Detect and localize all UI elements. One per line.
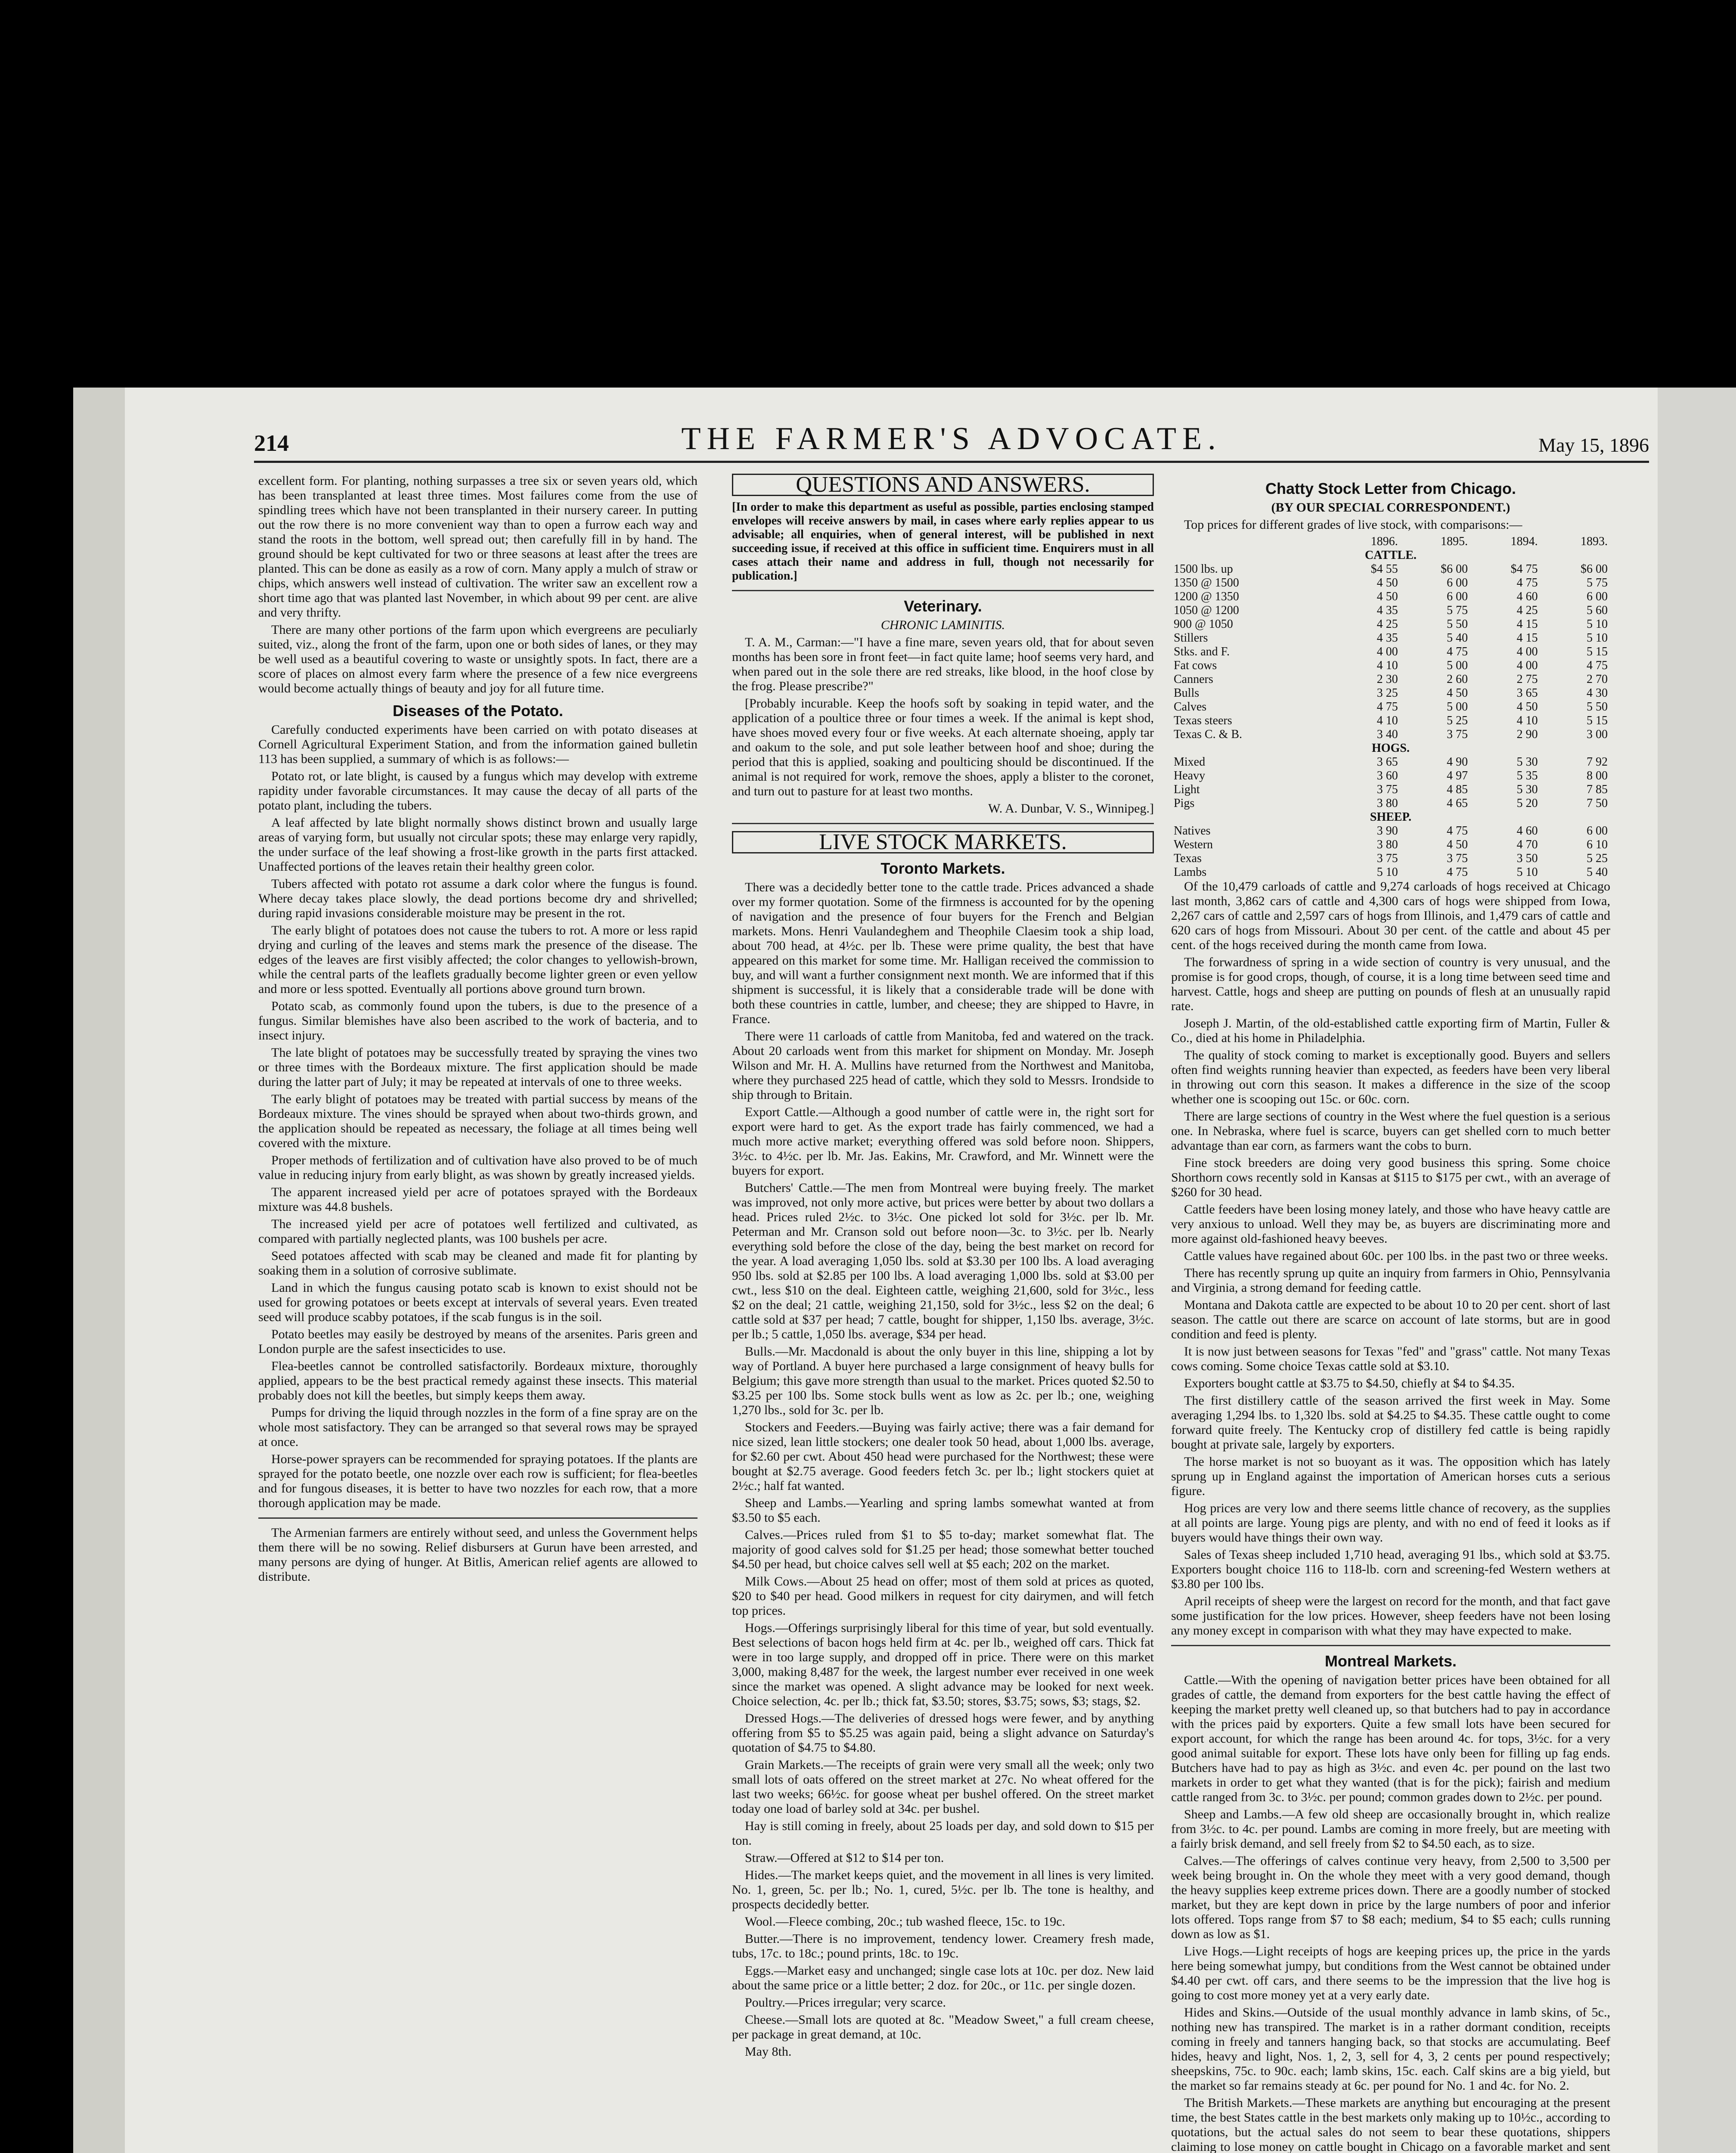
table-cell: 3 75 bbox=[1447, 728, 1468, 741]
article-text: Fine stock breeders are doing very good business this spring. Some choice Shorthorn cows recently sold in Kansas at $115 to $175 per cwt., with an average of $260 for 30 head. bbox=[1171, 1156, 1610, 1199]
divider bbox=[258, 1517, 698, 1519]
article-text: Of the 10,479 carloads of cattle and 9,274 carloads of hogs received at Chicago last month, 3,862 cars of cattle and 4,300 cars of hogs were shipped from Iowa, 2,267 cars of cattle and 2,597 cars of hogs from Illinois, and 1,479 cars of cattle and 620 cars of hogs from Missouri. About 30 per cent. of the cattle and about 45 per cent. of the hogs received during the month came from Iowa. bbox=[1171, 879, 1610, 952]
article-text: Hay is still coming in freely, about 25 loads per day, and sold down to $15 per ton. bbox=[732, 1819, 1154, 1848]
section-subheading: CHRONIC LAMINITIS. bbox=[880, 618, 1005, 632]
table-row bbox=[1171, 700, 1610, 714]
table-row-label: Texas bbox=[1174, 852, 1202, 865]
section-heading: Toronto Markets. bbox=[880, 859, 1005, 877]
table-row bbox=[1171, 686, 1610, 700]
table-section-row bbox=[1171, 741, 1610, 755]
table-cell: 7 85 bbox=[1587, 783, 1608, 796]
table-cell: 3 00 bbox=[1587, 728, 1608, 741]
article-text: Sheep and Lambs.—Yearling and spring lambs somewhat wanted at from $3.50 to $5 each. bbox=[732, 1496, 1154, 1525]
qa-heading: QUESTIONS AND ANSWERS. bbox=[732, 474, 1154, 496]
table-row-label: Natives bbox=[1174, 824, 1211, 838]
table-cell: 3 80 bbox=[1376, 797, 1398, 810]
table-cell: 3 25 bbox=[1376, 686, 1398, 700]
article-text: Live Hogs.—Light receipts of hogs are keeping prices up, the price in the yards here being somewhat jumpy, but conditions from the West cannot be obtained under $4.40 per cwt. off cars, and there seems to be the impression that the live hog is going to cost more money yet at a very early date. bbox=[1171, 1944, 1610, 2002]
table-row-label: 900 @ 1050 bbox=[1174, 617, 1233, 631]
table-cell: 4 75 bbox=[1516, 576, 1538, 589]
article-text: Sales of Texas sheep included 1,710 head, averaging 91 lbs., which sold at $3.75. Exporters bought choice 116 to 118-lb. corn and screening-fed Western wethers at $3.80 per 100 lbs. bbox=[1171, 1548, 1610, 1591]
table-cell: 6 00 bbox=[1447, 576, 1468, 589]
table-cell: 5 25 bbox=[1587, 852, 1608, 865]
section-heading: Montreal Markets. bbox=[1324, 1652, 1457, 1670]
table-cell: 5 00 bbox=[1447, 659, 1468, 672]
article-text: Exporters bought cattle at $3.75 to $4.50, chiefly at $4 to $4.35. bbox=[1184, 1376, 1515, 1390]
article-text: Calves.—Prices ruled from $1 to $5 to-day; market somewhat flat. The majority of good calves sold for $1.25 per head; those somewhat better touched $4.50 per head, but choice calves sell well at $5 each; 202 on the market. bbox=[732, 1528, 1154, 1571]
table-cell: 3 65 bbox=[1516, 686, 1538, 700]
article-text: Seed potatoes affected with scab may be cleaned and made fit for planting by soaking them in a solution of corrosive sublimate. bbox=[258, 1249, 698, 1278]
divider bbox=[732, 590, 1154, 591]
divider bbox=[732, 823, 1154, 824]
table-cell: 5 20 bbox=[1516, 797, 1538, 810]
table-cell: 3 65 bbox=[1376, 755, 1398, 769]
article-text: The first distillery cattle of the season arrived the first week in May. Some averaging 1,294 lbs. to 1,320 lbs. sold at $4.25 to $4.35. These cattle ought to come forward quite freely. The Kentucky crop of distillery fed cattle is being rapidly bought at private sale, largely by exporters. bbox=[1171, 1393, 1610, 1452]
table-section-label: HOGS. bbox=[1372, 741, 1410, 755]
table-cell: 4 75 bbox=[1447, 866, 1468, 879]
table-header-cell bbox=[1171, 535, 1330, 549]
article-dateline: May 8th. bbox=[745, 2044, 792, 2059]
table-row bbox=[1171, 617, 1610, 631]
table-row-label: 1500 lbs. up bbox=[1174, 562, 1233, 576]
table-cell: 4 75 bbox=[1447, 645, 1468, 658]
table-header-cell: 1895. bbox=[1441, 535, 1468, 548]
section-heading: Chatty Stock Letter from Chicago. bbox=[1265, 480, 1516, 497]
book-binding-edge bbox=[73, 388, 125, 2153]
article-text: Cheese.—Small lots are quoted at 8c. "Meadow Sweet," a full cream cheese, per package in great demand, at 10c. bbox=[732, 2013, 1154, 2041]
article-text: The horse market is not so buoyant as it was. The opposition which has lately sprung up in England against the importation of American horses cuts a serious figure. bbox=[1171, 1455, 1610, 1498]
article-text: Hogs.—Offerings surprisingly liberal for this time of year, but sold eventually. Best selections of bacon hogs held firm at 4c. per lb., weighed off cars. Thick fat were in too large supply, and dropped off in price. There were on this market 3,000, making 8,487 for the week, the largest number ever received in one week since the market was opened. A slight advance may be looked for next week. Choice selection, 4c. per lb.; thick fat, $3.50; stores, $3.75; sows, $3; stags, $2. bbox=[732, 1621, 1154, 1708]
table-cell: 4 25 bbox=[1516, 604, 1538, 617]
table-section-label: SHEEP. bbox=[1370, 810, 1412, 824]
article-text: Export Cattle.—Although a good number of cattle were in, the right sort for export were hard to get. As the export trade has fairly commenced, we had a much more active market; everything offered was sold before noon. Shippers, 3½c. to 4½c. per lb. Mr. Jas. Eakins, Mr. Crawford, and Mr. Winnett were the buyers for export. bbox=[732, 1105, 1154, 1178]
page-number: 214 bbox=[254, 430, 289, 456]
table-row-label: Calves bbox=[1174, 700, 1207, 714]
table-row bbox=[1171, 631, 1610, 645]
table-cell: 8 00 bbox=[1587, 769, 1608, 782]
article-text: [Probably incurable. Keep the hoofs soft by soaking in tepid water, and the application of a poultice three or four times a week. If the animal is kept shod, have shoes moved every four or five weeks. At each alternate shoeing, apply tar and oakum to the sole, and put sole leather between hoof and shoe; during the period that this is applied, soaking and poulticing should be discontinued. If the animal is not required for work, remove the shoes, apply a blister to the coronet, and turn out to pasture for at least two months. bbox=[732, 696, 1154, 798]
article-text: excellent form. For planting, nothing surpasses a tree six or seven years old, which has been transplanted at least three times. Most failures come from the use of spindling trees which have not been transplanted in their nursery career. In putting out the row there is no more convenient way than to open a furrow each way and stand the roots in the bottom, well spread out; then carefully fill in by hand. The ground should be kept cultivated for two or three seasons at least after the trees are planted. This can be done as easily as a row of corn. Many apply a mulch of straw or chips, which answers well instead of cultivation. The writer saw an excellent row a short time ago that was planted last November, in which about 99 per cent. are alive and very thrifty. bbox=[258, 474, 698, 620]
table-row bbox=[1171, 755, 1610, 769]
table-row bbox=[1171, 590, 1610, 604]
table-header-row bbox=[1171, 535, 1610, 549]
table-row-label: 1050 @ 1200 bbox=[1174, 604, 1239, 617]
table-cell: 4 10 bbox=[1376, 659, 1398, 672]
column-2 bbox=[732, 474, 1154, 2153]
article-text: Land in which the fungus causing potato scab is known to exist should not be used for growing potatoes or beets except at intervals of several years. Even treated seed will produce scabby potatoes, if the scab fungus is in the soil. bbox=[258, 1281, 698, 1324]
article-text: The early blight of potatoes does not cause the tubers to rot. A more or less rapid drying and curling of the leaves and stems mark the presence of the disease. The edges of the leaves are first visibly affected; the color changes to yellowish-brown, while the central parts of the leaflets gradually become lighter green or even yellow and more or less spotted. Eventually all portions above ground turn brown. bbox=[258, 923, 698, 996]
article-text: The quality of stock coming to market is exceptionally good. Buyers and sellers often find weights running heavier than expected, as feeders have been very liberal in throwing out corn this season. It makes a difference in the size of the scoop whether one is scooping out 15c. or 60c. corn. bbox=[1171, 1048, 1610, 1106]
price-table-body bbox=[1171, 549, 1610, 879]
table-row bbox=[1171, 852, 1610, 866]
table-cell: 4 10 bbox=[1376, 714, 1398, 727]
article-text: There has recently sprung up quite an inquiry from farmers in Ohio, Pennsylvania and Virginia, a strong demand for feeding cattle. bbox=[1171, 1266, 1610, 1295]
table-cell: 3 80 bbox=[1376, 838, 1398, 851]
article-text: There are many other portions of the farm upon which evergreens are peculiarly suited, viz., along the front of the farm, upon one or both sides of lanes, or they may be well used as a beautiful covering to waste or unsightly spots. In fact, there are a score of places on almost every farm where the presence of a few nice evergreens would become actually things of beauty and joy for all future time. bbox=[258, 623, 698, 695]
article-text: Dressed Hogs.—The deliveries of dressed hogs were fewer, and by anything offering from $5 to $5.25 was again paid, being a slight advance on Saturday's quotation of $4.75 to $4.80. bbox=[732, 1711, 1154, 1755]
table-row bbox=[1171, 866, 1610, 879]
article-text: Montana and Dakota cattle are expected to be about 10 to 20 per cent. short of last season. The cattle out there are scarce on account of late storms, but are in good condition and feed is plenty. bbox=[1171, 1298, 1610, 1341]
table-cell: 5 40 bbox=[1447, 631, 1468, 645]
table-row-label: Canners bbox=[1174, 673, 1213, 686]
table-cell: 5 10 bbox=[1516, 866, 1538, 879]
column-1 bbox=[258, 474, 698, 2153]
article-text: Pumps for driving the liquid through nozzles in the form of a fine spray are on the whole most satisfactory. They can be arranged so that several rows may be sprayed at once. bbox=[258, 1405, 698, 1449]
article-text: A leaf affected by late blight normally shows distinct brown and usually large areas of varying form, but usually not circular spots; these may enlarge very rapidly, the under surface of the leaf showing a frost-like growth in the parts first attacked. Unaffected portions of the leaves retain their healthy green color. bbox=[258, 816, 698, 874]
table-row bbox=[1171, 604, 1610, 617]
table-row-label: Light bbox=[1174, 783, 1200, 796]
table-row-label: 1200 @ 1350 bbox=[1174, 590, 1239, 603]
table-cell: 3 40 bbox=[1376, 728, 1398, 741]
table-cell: $6 00 bbox=[1441, 562, 1468, 576]
article-heading: Diseases of the Potato. bbox=[392, 702, 564, 720]
table-row-label: Stillers bbox=[1174, 631, 1208, 645]
issue-date: May 15, 1896 bbox=[1538, 434, 1649, 456]
table-cell: 4 50 bbox=[1516, 700, 1538, 714]
table-cell: 5 00 bbox=[1447, 700, 1468, 714]
table-row bbox=[1171, 783, 1610, 797]
table-header-cell: 1894. bbox=[1510, 535, 1538, 548]
table-cell: 4 50 bbox=[1376, 576, 1398, 589]
table-row-label: Mixed bbox=[1174, 755, 1206, 769]
table-cell: 5 10 bbox=[1587, 617, 1608, 631]
table-cell: $4 75 bbox=[1510, 562, 1538, 576]
table-cell: 5 10 bbox=[1376, 866, 1398, 879]
article-text: Tubers affected with potato rot assume a dark color where the fungus is found. Where decay takes place slowly, the dead portions become dry and shrivelled; during rapid invasions considerable moisture may be present in the rot. bbox=[258, 877, 698, 920]
table-cell: 6 10 bbox=[1587, 838, 1608, 851]
article-text: Stockers and Feeders.—Buying was fairly active; there was a fair demand for nice sized, lean little stockers; one dealer took 50 head, about 1,000 lbs. average, for $2.60 per cwt. About 450 head were purchased for the Northwest; these were bought at $2.75 average. Good feeders fetch 3c. per lb.; light stockers quiet at 2½c.; half fat wanted. bbox=[732, 1420, 1154, 1493]
table-cell: 4 15 bbox=[1516, 631, 1538, 645]
article-text: The forwardness of spring in a wide section of country is very unusual, and the promise is for good crops, though, of course, it is a long time between seed time and harvest. Cattle, hogs and sheep are putting on pounds of flesh at an unusually rapid rate. bbox=[1171, 955, 1610, 1013]
table-cell: 6 00 bbox=[1587, 590, 1608, 603]
table-cell: 3 75 bbox=[1376, 852, 1398, 865]
article-text: Butchers' Cattle.—The men from Montreal were buying freely. The market was improved, not only more active, but prices were better by about two dollars a head. Prices ruled 2½c. to 3½c. One picked lot sold for 3½c. per lb. Mr. Peterman and Mr. Cranson sold out before noon—3c. to 3½c. per lb. Nearly everything sold before the close of the day, being the best market on record for the year. A load averaging 1,050 lbs. sold at $3.30 per 100 lbs. A load averaging 950 lbs. sold at $2.85 per 100 lbs. A load averaging 1,000 lbs. sold at $3.00 per cwt., less $10 on the deal. Eighteen cattle, weighing 21,600, sold for 3½c., less $2 on the deal; 21 cattle, weighing 21,150, sold for 3½c., less $2 on the deal; 6 cattle sold at $37 per head; 7 cattle, bought for shipper, 1,150 lbs. average, 3½c. per lb.; 5 cattle, 1,050 lbs. average, $34 per head. bbox=[732, 1181, 1154, 1341]
table-cell: 4 97 bbox=[1447, 769, 1468, 782]
table-row bbox=[1171, 659, 1610, 673]
table-cell: 4 00 bbox=[1376, 645, 1398, 658]
article-text: The late blight of potatoes may be successfully treated by spraying the vines two or three times with the Bordeaux mixture. The first application should be made during the latter part of July; it may be repeated at intervals of one to three weeks. bbox=[258, 1045, 698, 1089]
article-text: Proper methods of fertilization and of cultivation have also proved to be of much value in reducing injury from early blight, as was shown by greatly increased yields. bbox=[258, 1153, 698, 1182]
table-row bbox=[1171, 645, 1610, 659]
page-header bbox=[254, 413, 1649, 463]
article-text: Hog prices are very low and there seems little chance of recovery, as the supplies at all points are large. Young pigs are plenty, and with no end of feed it looks as if buyers would have things their own way. bbox=[1171, 1501, 1610, 1545]
table-row bbox=[1171, 673, 1610, 686]
article-text: Potato rot, or late blight, is caused by a fungus which may develop with extreme rapidity under favorable circumstances. It may cause the decay of all parts of the potato plant, including the tubers. bbox=[258, 769, 698, 813]
signature: W. A. Dunbar, V. S., Winnipeg.] bbox=[988, 801, 1154, 816]
article-text: Straw.—Offered at $12 to $14 per ton. bbox=[745, 1851, 944, 1865]
table-cell: 2 70 bbox=[1587, 673, 1608, 686]
table-row-label: Texas steers bbox=[1174, 714, 1232, 727]
table-cell: 7 50 bbox=[1587, 797, 1608, 810]
table-cell: 4 00 bbox=[1516, 659, 1538, 672]
article-text: Wool.—Fleece combing, 20c.; tub washed fleece, 15c. to 19c. bbox=[745, 1914, 1066, 1929]
table-cell: 5 50 bbox=[1587, 700, 1608, 714]
table-row-label: Pigs bbox=[1174, 797, 1195, 810]
article-text: T. A. M., Carman:—"I have a fine mare, seven years old, that for about seven months has been sore in front feet—in fact quite lame; hoof seems very hard, and when pared out in the sole there are red streaks, like blood, in the hoof close by the frog. Please prescribe?" bbox=[732, 635, 1154, 693]
table-cell: 4 50 bbox=[1447, 838, 1468, 851]
table-cell: 5 15 bbox=[1587, 714, 1608, 727]
table-cell: 4 15 bbox=[1516, 617, 1538, 631]
table-cell: 5 40 bbox=[1587, 866, 1608, 879]
table-cell: 4 75 bbox=[1376, 700, 1398, 714]
table-row bbox=[1171, 728, 1610, 741]
article-text: Eggs.—Market easy and unchanged; single case lots at 10c. per doz. New laid about the same price or a little better; 2 doz. for 20c., or 11c. per single dozen. bbox=[732, 1964, 1154, 1992]
article-text: The Armenian farmers are entirely without seed, and unless the Government helps them there will be no sowing. Relief disbursers at Gurun have been arrested, and many persons are dying of hunger. At Bitlis, American relief agents are allowed to distribute. bbox=[258, 1526, 698, 1584]
article-text: Cattle values have regained about 60c. per 100 lbs. in the past two or three weeks. bbox=[1184, 1249, 1608, 1263]
table-cell: 4 10 bbox=[1516, 714, 1538, 727]
table-cell: 5 10 bbox=[1587, 631, 1608, 645]
article-text: Hides.—The market keeps quiet, and the movement in all lines is very limited. No. 1, green, 5c. per lb.; No. 1, cured, 5½c. per lb. The tone is healthy, and prospects decidedly better. bbox=[732, 1868, 1154, 1911]
table-cell: 7 92 bbox=[1587, 755, 1608, 769]
table-row-label: Bulls bbox=[1174, 686, 1200, 700]
facing-page-edge bbox=[1658, 388, 1736, 2153]
livestock-heading: LIVE STOCK MARKETS. bbox=[732, 831, 1154, 853]
table-section-row bbox=[1171, 810, 1610, 824]
article-text: The increased yield per acre of potatoes well fertilized and cultivated, as compared with partially neglected plants, was 100 bushels per acre. bbox=[258, 1217, 698, 1246]
table-cell: $6 00 bbox=[1581, 562, 1608, 576]
table-row bbox=[1171, 714, 1610, 728]
table-cell: 3 60 bbox=[1376, 769, 1398, 782]
table-cell: 5 30 bbox=[1516, 755, 1538, 769]
table-cell: 5 30 bbox=[1516, 783, 1538, 796]
table-cell: 4 85 bbox=[1447, 783, 1468, 796]
article-text: Cattle.—With the opening of navigation better prices have been obtained for all grades of cattle, the demand from exporters for the best cattle having the effect of keeping the market pretty well cleaned up, so that butchers had to pay in accordance with the prices paid by exporters. Quite a few small lots have been secured for export account, for which the range has been around 4c. for tops, 3½c. for a very good animal suitable for export. These lots have only been for filling up fag ends. Butchers have had to pay as high as 3½c. and even 4c. per pound on the last two markets in order to get what they wanted (that is for the pick); fairish and medium cattle ranged from 3c. to 3½c. per pound; common grades down to 2½c. per pound. bbox=[1171, 1673, 1610, 1804]
table-row-label: Stks. and F. bbox=[1174, 645, 1230, 658]
qa-editor-note: [In order to make this department as useful as possible, parties enclosing stamped envelopes will receive answers by mail, in cases where early replies appear to us advisable; all enquiries, when of general interest, will be published in next succeeding issue, if received at this office in sufficient time. Enquirers must in all cases attach their name and address in full, though not necessarily for publication.] bbox=[732, 500, 1154, 583]
article-text: Sheep and Lambs.—A few old sheep are occasionally brought in, which realize from 3½c. to 4c. per pound. Lambs are coming in more freely, but are meeting with a fairly brisk demand, and sell freely from $2 to $4.50 each, as to size. bbox=[1171, 1807, 1610, 1851]
article-text: Butter.—There is no improvement, tendency lower. Creamery fresh made, tubs, 17c. to 18c.; pound prints, 18c. to 19c. bbox=[732, 1932, 1154, 1961]
table-cell: 5 75 bbox=[1447, 604, 1468, 617]
table-row-label: Lambs bbox=[1174, 866, 1207, 879]
table-cell: 5 75 bbox=[1587, 576, 1608, 589]
table-row bbox=[1171, 797, 1610, 810]
section-subheading: (BY OUR SPECIAL CORRESPONDENT.) bbox=[1271, 500, 1510, 515]
article-text: April receipts of sheep were the largest on record for the month, and that fact gave some justification for the low prices. However, sheep feeders have not been losing any money except in comparison with what they may have expected to make. bbox=[1171, 1594, 1610, 1638]
table-cell: 4 50 bbox=[1376, 590, 1398, 603]
table-row bbox=[1171, 576, 1610, 590]
table-row-label: Western bbox=[1174, 838, 1213, 851]
section-heading: Veterinary. bbox=[904, 597, 982, 615]
article-text: The British Markets.—These markets are anything but encouraging at the present time, the best States cattle in the best markets only making up to 10½c., according to quotations, but the actual sales do not seem to bear these quotations, shippers claiming to lose money on cattle bought in Chicago on a favorable market and sent bbox=[1171, 2096, 1610, 2153]
table-section-row bbox=[1171, 549, 1610, 562]
divider bbox=[1171, 1645, 1610, 1646]
table-cell: 4 00 bbox=[1516, 645, 1538, 658]
table-cell: 4 35 bbox=[1376, 631, 1398, 645]
article-text: Cattle feeders have been losing money lately, and those who have heavy cattle are very anxious to unload. Well they may be, as buyers are discriminating more and more against old-fashioned heavy beeves. bbox=[1171, 1202, 1610, 1246]
article-text: Poultry.—Prices irregular; very scarce. bbox=[745, 1995, 946, 2010]
table-row-label: 1350 @ 1500 bbox=[1174, 576, 1239, 589]
table-cell: 3 90 bbox=[1376, 824, 1398, 838]
article-text: It is now just between seasons for Texas "fed" and "grass" cattle. Not many Texas cows coming. Some choice Texas cattle sold at $3.10. bbox=[1171, 1344, 1610, 1373]
article-text: Potato scab, as commonly found upon the tubers, is due to the presence of a fungus. Similar blemishes have also been ascribed to the work of bacteria, and to insect injury. bbox=[258, 999, 698, 1042]
article-text: Calves.—The offerings of calves continue very heavy, from 2,500 to 3,500 per week being brought in. On the whole they meet with a very good demand, though the heavy supplies keep extreme prices down. There are a goodly number of stocked market, but they are kept down in price by the large numbers of poor and inferior lots offered. Tops range from $7 to $8 each; medium, $4 to $5 each; culls running down as low as $1. bbox=[1171, 1854, 1610, 1941]
table-header-cell: 1896. bbox=[1370, 535, 1398, 548]
table-cell: 4 30 bbox=[1587, 686, 1608, 700]
table-section-label: CATTLE. bbox=[1364, 549, 1417, 562]
table-cell: 4 60 bbox=[1516, 824, 1538, 838]
table-cell: 4 35 bbox=[1376, 604, 1398, 617]
table-header-cell: 1893. bbox=[1581, 535, 1608, 548]
article-text: Carefully conducted experiments have been carried on with potato diseases at Cornell Agricultural Experiment Station, and from the information gained bulletin 113 has been supplied, a summary of which is as follows:— bbox=[258, 723, 698, 766]
article-text: Horse-power sprayers can be recommended for spraying potatoes. If the plants are sprayed for the potato beetle, one nozzle over each row is sufficient; for flea-beetles and for fungous diseases, it is better to have two nozzles for each row, that a more thorough application may be made. bbox=[258, 1452, 698, 1510]
table-cell: 2 30 bbox=[1376, 673, 1398, 686]
table-cell: 4 65 bbox=[1447, 797, 1468, 810]
table-cell: 3 75 bbox=[1447, 852, 1468, 865]
table-cell: 4 75 bbox=[1447, 824, 1468, 838]
article-text: Joseph J. Martin, of the old-established cattle exporting firm of Martin, Fuller & Co., died at his home in Philadelphia. bbox=[1171, 1016, 1610, 1045]
article-text: Top prices for different grades of live stock, with comparisons:— bbox=[1184, 518, 1522, 532]
table-cell: 4 90 bbox=[1447, 755, 1468, 769]
table-row bbox=[1171, 562, 1610, 576]
article-text: There were 11 carloads of cattle from Manitoba, fed and watered on the track. About 20 carloads went from this market for shipment on Monday. Mr. Joseph Wilson and Mr. H. A. Mullins have returned from the Northwest and Manitoba, where they purchased 225 head of cattle, which they sold to Messrs. Irondside to ship through to Britain. bbox=[732, 1029, 1154, 1102]
article-text: There was a decidedly better tone to the cattle trade. Prices advanced a shade over my former quotation. Some of the firmness is accounted for by the opening of navigation and the presence of four buyers for the French and Belgian markets. Mons. Henri Vaulandeghem and Theophile Claesim took a ship load, about 700 head, at 4½c. per lb. These were prime quality, the best that have appeared on this market for some time. Mr. Halligan received the commission to buy, and will want a further consignment next month. We are informed that if this shipment is successful, it is likely that a considerable trade will be done with both these countries in cattle, lumber, and cheese; they are shipped to Havre, in France. bbox=[732, 880, 1154, 1026]
table-row-label: Fat cows bbox=[1174, 659, 1217, 672]
table-cell: 2 75 bbox=[1516, 673, 1538, 686]
table-cell: 3 50 bbox=[1516, 852, 1538, 865]
column-3 bbox=[1171, 474, 1610, 2153]
table-cell: 5 60 bbox=[1587, 604, 1608, 617]
table-row-label: Heavy bbox=[1174, 769, 1206, 782]
table-cell: 5 50 bbox=[1447, 617, 1468, 631]
article-text: Bulls.—Mr. Macdonald is about the only buyer in this line, shipping a lot by way of Portland. A buyer here purchased a large consignment of heavy bulls for Belgium; this gave more strength than usual to the market. Prices quoted $2.50 to $3.25 per 100 lbs. Some stock bulls went as low as 2c. per lb.; one, weighing 1,270 lbs., sold for 3c. per lb. bbox=[732, 1344, 1154, 1417]
article-text: Grain Markets.—The receipts of grain were very small all the week; only two small lots of oats offered on the street market at 27c. No wheat offered for the last two weeks; 66½c. for goose wheat per bushel offered. On the street market today one load of barley sold at 34c. per bushel. bbox=[732, 1758, 1154, 1816]
article-text: There are large sections of country in the West where the fuel question is a serious one. In Nebraska, where fuel is scarce, buyers can get shelled corn to much better advantage than ear corn, as farmers want the cobs to burn. bbox=[1171, 1109, 1610, 1153]
table-cell: 3 75 bbox=[1376, 783, 1398, 796]
table-cell: 4 75 bbox=[1587, 659, 1608, 672]
price-table bbox=[1171, 535, 1610, 879]
table-cell: 5 35 bbox=[1516, 769, 1538, 782]
article-text: The early blight of potatoes may be treated with partial success by means of the Bordeaux mixture. The vines should be sprayed when about two-thirds grown, and the application should be repeated as necessary, the foliage at all times being well covered with the mixture. bbox=[258, 1092, 698, 1150]
table-cell: 5 15 bbox=[1587, 645, 1608, 658]
table-cell: 6 00 bbox=[1587, 824, 1608, 838]
article-text: Potato beetles may easily be destroyed by means of the arsenites. Paris green and London purple are the safest insecticides to use. bbox=[258, 1327, 698, 1356]
table-cell: $4 55 bbox=[1370, 562, 1398, 576]
table-cell: 2 60 bbox=[1447, 673, 1468, 686]
table-cell: 5 25 bbox=[1447, 714, 1468, 727]
table-cell: 4 50 bbox=[1447, 686, 1468, 700]
table-cell: 4 60 bbox=[1516, 590, 1538, 603]
table-row bbox=[1171, 769, 1610, 783]
table-row bbox=[1171, 824, 1610, 838]
article-text: Flea-beetles cannot be controlled satisfactorily. Bordeaux mixture, thoroughly applied, appears to be the best practical remedy against these insects. This material probably does not kill the beetles, but simply keeps them away. bbox=[258, 1359, 698, 1402]
table-cell: 2 90 bbox=[1516, 728, 1538, 741]
masthead-title: THE FARMER'S ADVOCATE. bbox=[681, 421, 1222, 456]
article-text: The apparent increased yield per acre of potatoes sprayed with the Bordeaux mixture was 44.8 bushels. bbox=[258, 1185, 698, 1214]
table-cell: 4 70 bbox=[1516, 838, 1538, 851]
table-cell: 4 25 bbox=[1376, 617, 1398, 631]
table-row bbox=[1171, 838, 1610, 852]
article-text: Hides and Skins.—Outside of the usual monthly advance in lamb skins, of 5c., nothing new has transpired. The market is in a rather dormant condition, receipts coming in freely and tanners hanging back, so that stocks are accumulating. Beef hides, heavy and light, Nos. 1, 2, 3, sell for 4, 3, 2 cents per pound respectively; sheepskins, 75c. to 90c. each; lamb skins, 15c. each. Calf skins are a big yield, but the market so far remains steady at 6c. per pound for No. 1 and 4c. for No. 2. bbox=[1171, 2005, 1610, 2093]
table-cell: 6 00 bbox=[1447, 590, 1468, 603]
table-row-label: Texas C. & B. bbox=[1174, 728, 1243, 741]
article-text: Milk Cows.—About 25 head on offer; most of them sold at prices as quoted, $20 to $40 per head. Good milkers in request for city dairymen, and will fetch top prices. bbox=[732, 1574, 1154, 1618]
